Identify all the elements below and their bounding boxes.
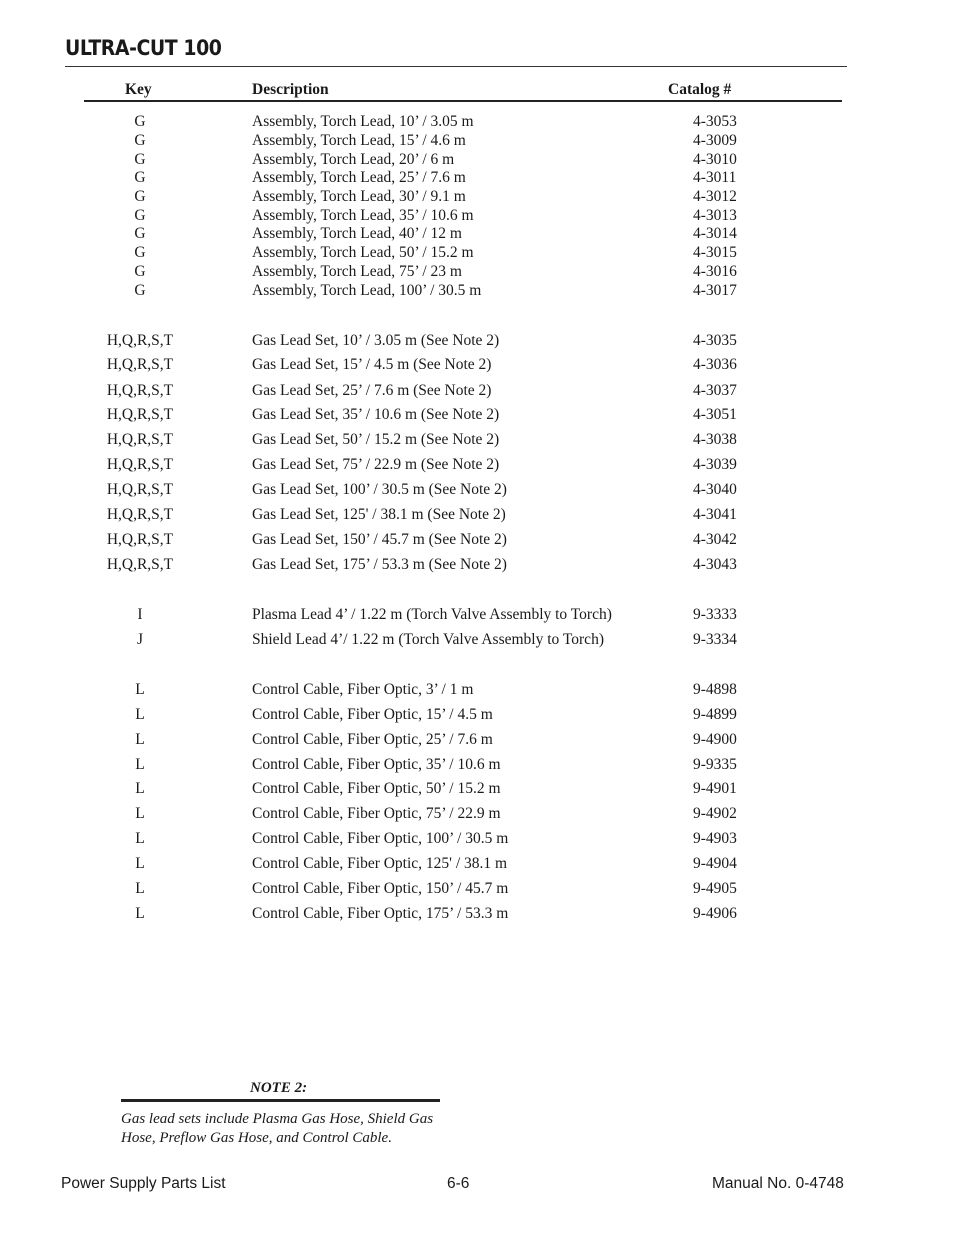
table-row <box>0 187 954 207</box>
row-catalog-number: 4-3016 <box>693 263 737 280</box>
row-description: Assembly, Torch Lead, 25’ / 7.6 m <box>252 169 466 186</box>
row-key: L <box>135 706 145 723</box>
row-description: Control Cable, Fiber Optic, 175’ / 53.3 m <box>252 905 509 922</box>
row-catalog-number: 9-4901 <box>693 780 737 797</box>
row-description: Control Cable, Fiber Optic, 50’ / 15.2 m <box>252 780 501 797</box>
row-key: L <box>135 681 145 698</box>
row-key: L <box>135 731 145 748</box>
row-catalog-number: 4-3036 <box>693 356 737 373</box>
row-description: Gas Lead Set, 35’ / 10.6 m (See Note 2) <box>252 406 500 423</box>
row-key: G <box>134 207 146 224</box>
row-catalog-number: 9-4898 <box>693 681 737 698</box>
row-description: Gas Lead Set, 125' / 38.1 m (See Note 2) <box>252 506 506 523</box>
row-key: G <box>134 244 146 261</box>
row-key: G <box>134 263 146 280</box>
row-catalog-number: 4-3038 <box>693 431 737 448</box>
table-row <box>0 755 954 775</box>
row-catalog-number: 4-3039 <box>693 456 737 473</box>
row-catalog-number: 9-4904 <box>693 855 737 872</box>
row-catalog-number: 4-3014 <box>693 225 737 242</box>
row-catalog-number: 4-3053 <box>693 113 737 130</box>
row-key: G <box>134 282 146 299</box>
row-description: Gas Lead Set, 175’ / 53.3 m (See Note 2) <box>252 556 507 573</box>
table-row <box>0 224 954 244</box>
row-catalog-number: 4-3037 <box>693 382 737 399</box>
table-row <box>0 630 954 650</box>
row-description: Gas Lead Set, 25’ / 7.6 m (See Note 2) <box>252 382 492 399</box>
row-description: Gas Lead Set, 15’ / 4.5 m (See Note 2) <box>252 356 492 373</box>
row-catalog-number: 9-4903 <box>693 830 737 847</box>
table-row <box>0 904 954 924</box>
table-row <box>0 505 954 525</box>
row-catalog-number: 9-4900 <box>693 731 737 748</box>
row-key: H,Q,R,S,T <box>106 431 174 448</box>
table-row <box>0 168 954 188</box>
table-row <box>0 854 954 874</box>
table-row <box>0 555 954 575</box>
row-description: Gas Lead Set, 10’ / 3.05 m (See Note 2) <box>252 332 500 349</box>
row-description: Assembly, Torch Lead, 35’ / 10.6 m <box>252 207 474 224</box>
row-catalog-number: 4-3017 <box>693 282 737 299</box>
row-description: Assembly, Torch Lead, 100’ / 30.5 m <box>252 282 482 299</box>
table-row <box>0 150 954 170</box>
row-key: H,Q,R,S,T <box>106 531 174 548</box>
table-row <box>0 779 954 799</box>
row-description: Gas Lead Set, 50’ / 15.2 m (See Note 2) <box>252 431 500 448</box>
row-description: Control Cable, Fiber Optic, 100’ / 30.5 m <box>252 830 509 847</box>
row-key: H,Q,R,S,T <box>106 481 174 498</box>
table-row <box>0 131 954 151</box>
row-catalog-number: 9-4899 <box>693 706 737 723</box>
table-row <box>0 680 954 700</box>
column-header-catalog: Catalog # <box>668 81 732 98</box>
row-description: Gas Lead Set, 75’ / 22.9 m (See Note 2) <box>252 456 500 473</box>
row-description: Control Cable, Fiber Optic, 15’ / 4.5 m <box>252 706 493 723</box>
note-divider <box>121 1099 440 1102</box>
row-key: H,Q,R,S,T <box>106 556 174 573</box>
row-catalog-number: 9-3334 <box>693 631 737 648</box>
row-key: H,Q,R,S,T <box>106 406 174 423</box>
row-description: Gas Lead Set, 100’ / 30.5 m (See Note 2) <box>252 481 507 498</box>
row-catalog-number: 4-3009 <box>693 132 737 149</box>
table-row <box>0 206 954 226</box>
row-description: Assembly, Torch Lead, 30’ / 9.1 m <box>252 188 466 205</box>
row-key: H,Q,R,S,T <box>106 506 174 523</box>
row-description: Control Cable, Fiber Optic, 25’ / 7.6 m <box>252 731 493 748</box>
table-row <box>0 730 954 750</box>
row-catalog-number: 9-4905 <box>693 880 737 897</box>
row-description: Control Cable, Fiber Optic, 35’ / 10.6 m <box>252 756 501 773</box>
row-key: G <box>134 132 146 149</box>
column-header-description: Description <box>252 81 329 98</box>
row-catalog-number: 4-3035 <box>693 332 737 349</box>
column-header-key: Key <box>125 81 152 98</box>
footer-left: Power Supply Parts List <box>61 1175 226 1192</box>
row-description: Assembly, Torch Lead, 50’ / 15.2 m <box>252 244 474 261</box>
row-catalog-number: 4-3042 <box>693 531 737 548</box>
row-description: Assembly, Torch Lead, 15’ / 4.6 m <box>252 132 466 149</box>
row-description: Assembly, Torch Lead, 40’ / 12 m <box>252 225 462 242</box>
table-row <box>0 112 954 132</box>
page-title: ULTRA-CUT 100 <box>65 36 222 60</box>
footer-page-number: 6-6 <box>447 1175 470 1192</box>
table-row <box>0 804 954 824</box>
table-row <box>0 829 954 849</box>
table-row <box>0 705 954 725</box>
row-catalog-number: 9-3333 <box>693 606 737 623</box>
table-row <box>0 879 954 899</box>
row-key: G <box>134 169 146 186</box>
table-row <box>0 480 954 500</box>
table-row <box>0 455 954 475</box>
row-key: L <box>135 830 145 847</box>
header-divider <box>84 100 842 102</box>
row-catalog-number: 4-3011 <box>693 169 737 186</box>
row-catalog-number: 9-4902 <box>693 805 737 822</box>
row-description: Assembly, Torch Lead, 20’ / 6 m <box>252 151 455 168</box>
table-row <box>0 605 954 625</box>
row-description: Control Cable, Fiber Optic, 150’ / 45.7 m <box>252 880 509 897</box>
row-catalog-number: 4-3010 <box>693 151 737 168</box>
row-key: H,Q,R,S,T <box>106 332 174 349</box>
table-row <box>0 405 954 425</box>
table-row <box>0 381 954 401</box>
row-catalog-number: 4-3015 <box>693 244 737 261</box>
row-catalog-number: 4-3040 <box>693 481 737 498</box>
row-key: I <box>137 606 143 623</box>
row-key: H,Q,R,S,T <box>106 456 174 473</box>
title-divider <box>65 66 847 67</box>
row-description: Control Cable, Fiber Optic, 3’ / 1 m <box>252 681 474 698</box>
note-title: NOTE 2: <box>250 1080 308 1096</box>
row-description: Gas Lead Set, 150’ / 45.7 m (See Note 2) <box>252 531 507 548</box>
row-key: G <box>134 225 146 242</box>
row-description: Plasma Lead 4’ / 1.22 m (Torch Valve Assembly to Torch) <box>252 606 612 623</box>
table-row <box>0 281 954 301</box>
table-row <box>0 331 954 351</box>
row-key: G <box>134 188 146 205</box>
row-key: L <box>135 756 145 773</box>
row-key: L <box>135 780 145 797</box>
row-description: Assembly, Torch Lead, 10’ / 3.05 m <box>252 113 474 130</box>
table-row <box>0 430 954 450</box>
table-row <box>0 530 954 550</box>
row-key: H,Q,R,S,T <box>106 356 174 373</box>
row-description: Shield Lead 4’/ 1.22 m (Torch Valve Assembly to Torch) <box>252 631 604 648</box>
row-catalog-number: 9-4906 <box>693 905 737 922</box>
row-key: L <box>135 905 145 922</box>
row-description: Control Cable, Fiber Optic, 75’ / 22.9 m <box>252 805 501 822</box>
row-catalog-number: 4-3041 <box>693 506 737 523</box>
note-body: Gas lead sets include Plasma Gas Hose, Shield Gas Hose, Preflow Gas Hose, and Control Cable. <box>121 1111 434 1146</box>
row-key: G <box>134 113 146 130</box>
row-catalog-number: 4-3012 <box>693 188 737 205</box>
row-catalog-number: 4-3013 <box>693 207 737 224</box>
row-key: J <box>136 631 144 648</box>
row-catalog-number: 4-3043 <box>693 556 737 573</box>
footer-manual-number: Manual No. 0-4748 <box>712 1175 844 1192</box>
table-row <box>0 243 954 263</box>
row-description: Assembly, Torch Lead, 75’ / 23 m <box>252 263 462 280</box>
table-row <box>0 262 954 282</box>
row-catalog-number: 4-3051 <box>693 406 737 423</box>
row-description: Control Cable, Fiber Optic, 125' / 38.1 m <box>252 855 508 872</box>
row-catalog-number: 9-9335 <box>693 756 737 773</box>
table-row <box>0 355 954 375</box>
row-key: L <box>135 805 145 822</box>
row-key: L <box>135 880 145 897</box>
row-key: H,Q,R,S,T <box>106 382 174 399</box>
row-key: G <box>134 151 146 168</box>
row-key: L <box>135 855 145 872</box>
